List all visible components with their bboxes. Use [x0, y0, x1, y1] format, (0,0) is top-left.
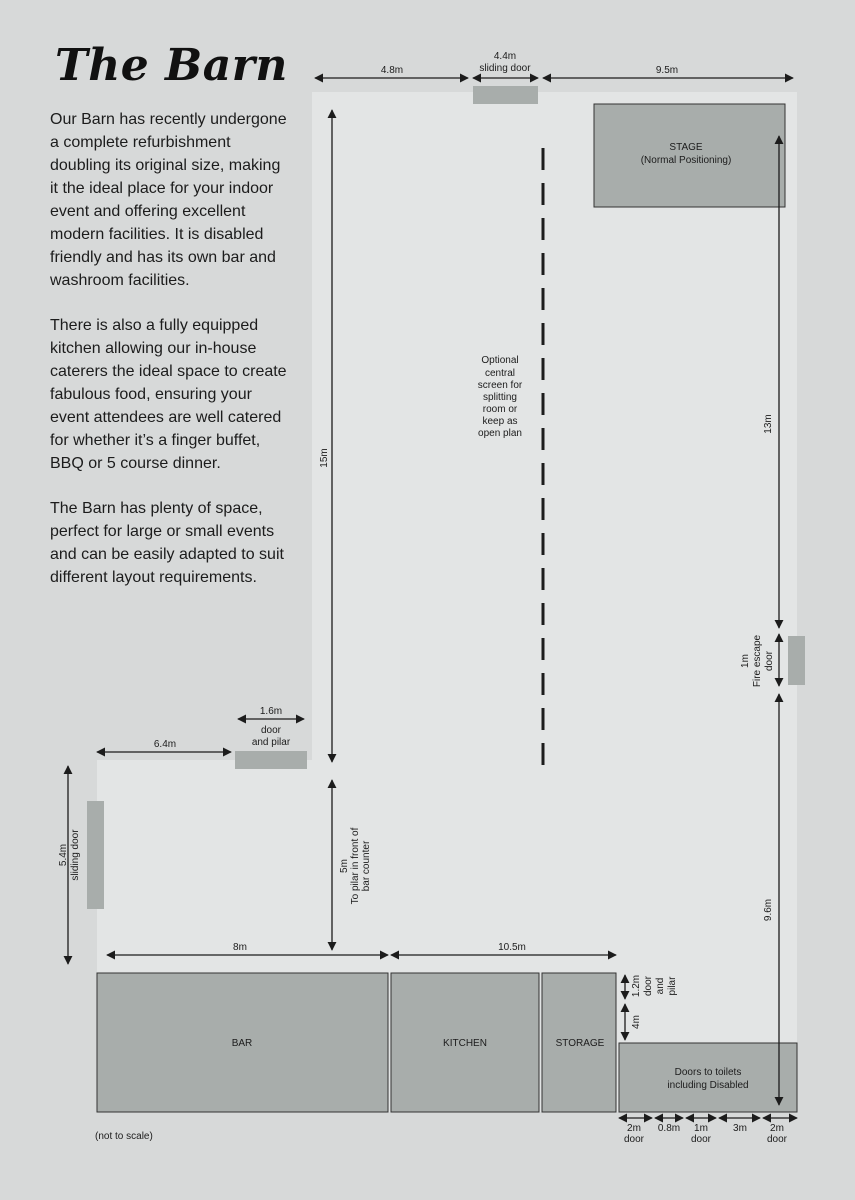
dim-door-pilar-value: 1.6m	[259, 706, 283, 717]
stage-sublabel: (Normal Positioning)	[640, 155, 732, 166]
dim-bottom-1-label: door	[623, 1134, 645, 1145]
dim-door-pilar-label: door	[260, 725, 282, 736]
dim-fire-door-label-2: door	[764, 650, 775, 672]
barn-floor	[97, 92, 797, 1112]
dim-fire-door-value: 1m	[740, 654, 751, 668]
stage-label: STAGE	[669, 142, 703, 153]
intro-paragraph-3: The Barn has plenty of space, perfect for large or small events and can be easily adapted to suit different layout requirements.	[50, 500, 284, 586]
dim-6-4m-label: 6.4m	[153, 739, 177, 750]
svg-text:open plan: open plan	[478, 428, 522, 439]
dim-9-6m-label: 9.6m	[763, 898, 774, 922]
dim-bottom-5-label: door	[766, 1134, 788, 1145]
dim-10-5m-label: 10.5m	[498, 942, 526, 953]
dim-8m-label: 8m	[233, 942, 247, 953]
dim-15m-label: 15m	[319, 448, 330, 468]
svg-text:splitting: splitting	[483, 392, 517, 403]
svg-text:Optional: Optional	[481, 355, 519, 366]
svg-text:screen for: screen for	[477, 380, 523, 391]
intro-paragraph-1: Our Barn has recently undergone a complete refurbishment doubling its original size, making it the ideal place for your indoor event and offering excellent modern facilities. It is disabled friendly and has its own bar and washroom facilities.	[50, 111, 287, 289]
dim-bottom-3-label: door	[690, 1134, 712, 1145]
dim-1-2m-label: door	[643, 975, 654, 997]
toilets-sublabel: including Disabled	[667, 1080, 749, 1091]
toilets-label: Doors to toilets	[674, 1067, 742, 1078]
top-sliding-door	[473, 86, 538, 104]
dim-sliding-door-label: sliding door	[479, 63, 531, 74]
dim-bottom-3-value: 1m	[694, 1123, 708, 1134]
dim-top-left-label: 4.8m	[380, 65, 404, 76]
not-to-scale-note: (not to scale)	[95, 1131, 153, 1142]
dim-5m-value: 5m	[339, 859, 350, 873]
dim-4m-label: 4m	[631, 1015, 642, 1029]
dim-13m-label: 13m	[763, 414, 774, 434]
dim-5-4m-value: 5.4m	[58, 843, 69, 867]
dim-1-2m-label-3: pilar	[667, 976, 678, 996]
dim-1-2m-value: 1.2m	[631, 974, 642, 998]
dim-1-2m-label-2: and	[655, 977, 666, 995]
svg-text:room or: room or	[482, 404, 518, 415]
svg-text:keep as: keep as	[482, 416, 518, 427]
dim-bottom-1-value: 2m	[627, 1123, 641, 1134]
intro-paragraph-2: There is also a fully equipped kitchen allowing our in-house caterers the ideal space to create fabulous food, ensuring your event attendees are well catered for whether it’s a finger buffet, BBQ or 5 course dinner.	[50, 317, 287, 472]
left-sliding-door	[87, 801, 104, 909]
dim-fire-door-label: Fire escape	[752, 634, 763, 688]
dim-5m-label-2: bar counter	[361, 840, 372, 892]
dim-bottom-2-value: 0.8m	[657, 1123, 681, 1134]
dim-5-4m-label: sliding door	[70, 829, 81, 881]
page-title: The Barn	[55, 40, 288, 91]
fire-escape-door	[788, 636, 805, 685]
storage-label: STORAGE	[555, 1038, 605, 1049]
dim-top-right-label: 9.5m	[655, 65, 679, 76]
dim-bottom-4-value: 3m	[733, 1123, 747, 1134]
dim-5m-label: To pilar in front of	[350, 827, 361, 905]
dim-bottom-5-value: 2m	[770, 1123, 784, 1134]
bar-label: BAR	[231, 1038, 253, 1049]
dim-sliding-door-value: 4.4m	[493, 51, 517, 62]
svg-text:central: central	[484, 368, 516, 379]
kitchen-label: KITCHEN	[443, 1038, 487, 1049]
pilar-door	[235, 751, 307, 769]
dim-door-pilar-label-2: and pilar	[251, 737, 291, 748]
